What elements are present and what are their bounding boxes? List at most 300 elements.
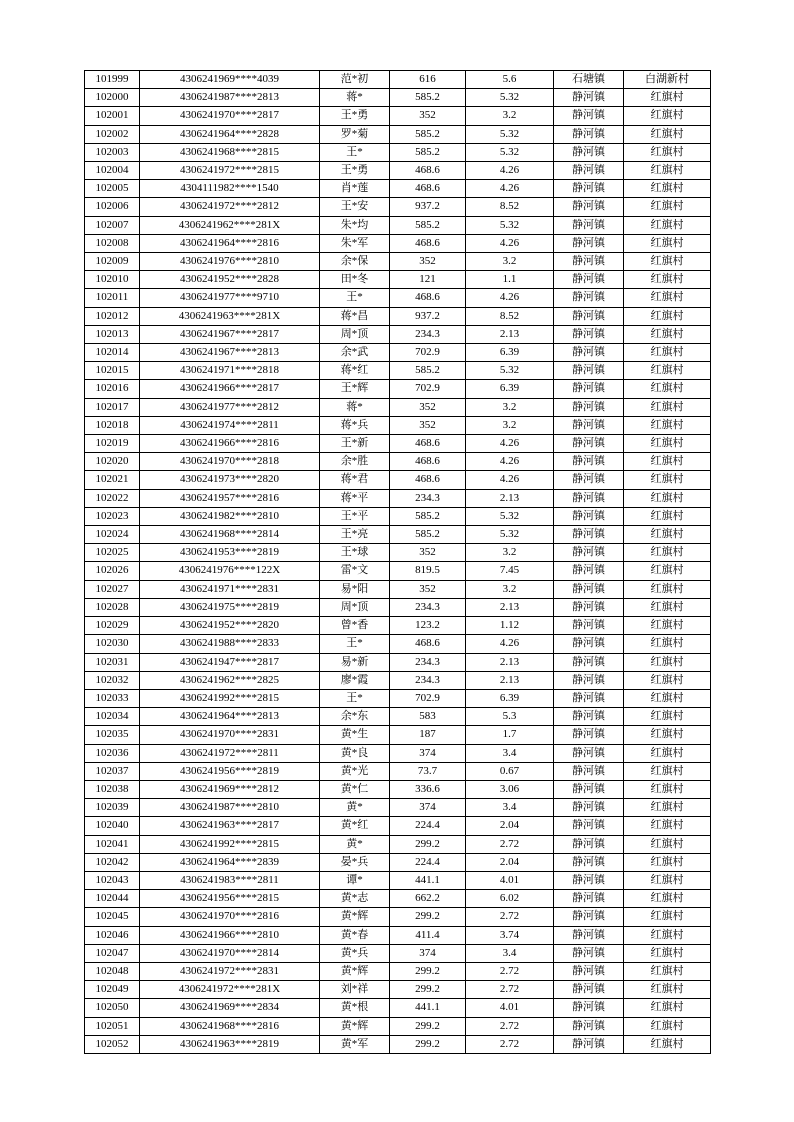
id-number-cell: 4306241962****281X <box>140 216 320 234</box>
row-index-cell: 102048 <box>85 962 140 980</box>
rate-cell: 5.32 <box>466 216 554 234</box>
row-index-cell: 102025 <box>85 544 140 562</box>
amount-cell: 299.2 <box>390 908 466 926</box>
name-cell: 余*武 <box>320 344 390 362</box>
id-number-cell: 4306241968****2814 <box>140 526 320 544</box>
id-number-cell: 4306241964****2813 <box>140 708 320 726</box>
village-cell: 红旗村 <box>624 344 711 362</box>
village-cell: 红旗村 <box>624 962 711 980</box>
village-cell: 红旗村 <box>624 671 711 689</box>
rate-cell: 3.2 <box>466 107 554 125</box>
row-index-cell: 102002 <box>85 125 140 143</box>
amount-cell: 468.6 <box>390 162 466 180</box>
id-number-cell: 4306241988****2833 <box>140 635 320 653</box>
table-row <box>85 416 711 434</box>
table-row <box>85 908 711 926</box>
town-cell: 静河镇 <box>554 908 624 926</box>
rate-cell: 3.06 <box>466 780 554 798</box>
table-row <box>85 780 711 798</box>
table-row <box>85 271 711 289</box>
amount-cell: 224.4 <box>390 853 466 871</box>
name-cell: 黄* <box>320 835 390 853</box>
name-cell: 周*顶 <box>320 325 390 343</box>
row-index-cell: 102012 <box>85 307 140 325</box>
amount-cell: 819.5 <box>390 562 466 580</box>
town-cell: 静河镇 <box>554 125 624 143</box>
table-row <box>85 671 711 689</box>
village-cell: 红旗村 <box>624 180 711 198</box>
amount-cell: 299.2 <box>390 981 466 999</box>
id-number-cell: 4306241977****9710 <box>140 289 320 307</box>
table-row <box>85 307 711 325</box>
table-row <box>85 526 711 544</box>
name-cell: 易*新 <box>320 653 390 671</box>
id-number-cell: 4306241957****2816 <box>140 489 320 507</box>
rate-cell: 3.2 <box>466 580 554 598</box>
rate-cell: 2.72 <box>466 1017 554 1035</box>
table-row <box>85 234 711 252</box>
rate-cell: 3.2 <box>466 544 554 562</box>
table-row <box>85 380 711 398</box>
village-cell: 红旗村 <box>624 708 711 726</box>
records-table <box>84 70 711 1054</box>
id-number-cell: 4304111982****1540 <box>140 180 320 198</box>
table-row <box>85 617 711 635</box>
row-index-cell: 102001 <box>85 107 140 125</box>
amount-cell: 374 <box>390 744 466 762</box>
records-table-body <box>85 71 711 1054</box>
amount-cell: 702.9 <box>390 689 466 707</box>
id-number-cell: 4306241947****2817 <box>140 653 320 671</box>
row-index-cell: 102046 <box>85 926 140 944</box>
town-cell: 静河镇 <box>554 435 624 453</box>
id-number-cell: 4306241970****2816 <box>140 908 320 926</box>
town-cell: 静河镇 <box>554 380 624 398</box>
row-index-cell: 102022 <box>85 489 140 507</box>
village-cell: 红旗村 <box>624 598 711 616</box>
row-index-cell: 102031 <box>85 653 140 671</box>
rate-cell: 2.13 <box>466 598 554 616</box>
amount-cell: 468.6 <box>390 453 466 471</box>
row-index-cell: 102049 <box>85 981 140 999</box>
table-row <box>85 143 711 161</box>
rate-cell: 1.7 <box>466 726 554 744</box>
amount-cell: 352 <box>390 416 466 434</box>
rate-cell: 2.13 <box>466 325 554 343</box>
village-cell: 红旗村 <box>624 817 711 835</box>
table-row <box>85 853 711 871</box>
town-cell: 静河镇 <box>554 107 624 125</box>
row-index-cell: 102003 <box>85 143 140 161</box>
town-cell: 静河镇 <box>554 362 624 380</box>
id-number-cell: 4306241972****2811 <box>140 744 320 762</box>
table-row <box>85 398 711 416</box>
town-cell: 静河镇 <box>554 325 624 343</box>
town-cell: 静河镇 <box>554 1017 624 1035</box>
village-cell: 红旗村 <box>624 580 711 598</box>
table-row <box>85 289 711 307</box>
amount-cell: 299.2 <box>390 835 466 853</box>
rate-cell: 5.6 <box>466 71 554 89</box>
village-cell: 红旗村 <box>624 835 711 853</box>
row-index-cell: 102037 <box>85 762 140 780</box>
table-row <box>85 489 711 507</box>
amount-cell: 441.1 <box>390 871 466 889</box>
name-cell: 曾*香 <box>320 617 390 635</box>
village-cell: 红旗村 <box>624 380 711 398</box>
row-index-cell: 102036 <box>85 744 140 762</box>
table-row <box>85 999 711 1017</box>
village-cell: 红旗村 <box>624 362 711 380</box>
id-number-cell: 4306241992****2815 <box>140 835 320 853</box>
amount-cell: 583 <box>390 708 466 726</box>
rate-cell: 3.2 <box>466 416 554 434</box>
town-cell: 静河镇 <box>554 416 624 434</box>
rate-cell: 5.32 <box>466 89 554 107</box>
town-cell: 静河镇 <box>554 708 624 726</box>
name-cell: 黄*军 <box>320 1035 390 1053</box>
row-index-cell: 102030 <box>85 635 140 653</box>
rate-cell: 3.4 <box>466 799 554 817</box>
rate-cell: 4.26 <box>466 453 554 471</box>
row-index-cell: 102033 <box>85 689 140 707</box>
name-cell: 余*胜 <box>320 453 390 471</box>
village-cell: 红旗村 <box>624 762 711 780</box>
id-number-cell: 4306241971****2831 <box>140 580 320 598</box>
name-cell: 王* <box>320 635 390 653</box>
village-cell: 红旗村 <box>624 271 711 289</box>
rate-cell: 4.26 <box>466 471 554 489</box>
amount-cell: 468.6 <box>390 289 466 307</box>
town-cell: 静河镇 <box>554 799 624 817</box>
id-number-cell: 4306241956****2819 <box>140 762 320 780</box>
village-cell: 红旗村 <box>624 653 711 671</box>
village-cell: 红旗村 <box>624 562 711 580</box>
town-cell: 静河镇 <box>554 962 624 980</box>
row-index-cell: 102044 <box>85 890 140 908</box>
rate-cell: 2.04 <box>466 853 554 871</box>
town-cell: 静河镇 <box>554 234 624 252</box>
town-cell: 静河镇 <box>554 162 624 180</box>
village-cell: 红旗村 <box>624 234 711 252</box>
name-cell: 王*平 <box>320 507 390 525</box>
rate-cell: 6.39 <box>466 689 554 707</box>
row-index-cell: 102004 <box>85 162 140 180</box>
id-number-cell: 4306241964****2839 <box>140 853 320 871</box>
row-index-cell: 102016 <box>85 380 140 398</box>
row-index-cell: 102052 <box>85 1035 140 1053</box>
id-number-cell: 4306241972****281X <box>140 981 320 999</box>
village-cell: 红旗村 <box>624 416 711 434</box>
rate-cell: 3.4 <box>466 744 554 762</box>
village-cell: 红旗村 <box>624 489 711 507</box>
town-cell: 静河镇 <box>554 289 624 307</box>
town-cell: 静河镇 <box>554 198 624 216</box>
rate-cell: 7.45 <box>466 562 554 580</box>
rate-cell: 4.26 <box>466 289 554 307</box>
town-cell: 静河镇 <box>554 89 624 107</box>
row-index-cell: 102050 <box>85 999 140 1017</box>
amount-cell: 299.2 <box>390 962 466 980</box>
id-number-cell: 4306241970****2831 <box>140 726 320 744</box>
town-cell: 静河镇 <box>554 726 624 744</box>
amount-cell: 73.7 <box>390 762 466 780</box>
rate-cell: 5.32 <box>466 526 554 544</box>
town-cell: 静河镇 <box>554 216 624 234</box>
name-cell: 王*球 <box>320 544 390 562</box>
amount-cell: 585.2 <box>390 143 466 161</box>
name-cell: 余*保 <box>320 253 390 271</box>
row-index-cell: 102045 <box>85 908 140 926</box>
village-cell: 白湖新村 <box>624 71 711 89</box>
name-cell: 黄*辉 <box>320 908 390 926</box>
id-number-cell: 4306241975****2819 <box>140 598 320 616</box>
rate-cell: 4.26 <box>466 435 554 453</box>
rate-cell: 2.13 <box>466 671 554 689</box>
row-index-cell: 102029 <box>85 617 140 635</box>
row-index-cell: 102007 <box>85 216 140 234</box>
village-cell: 红旗村 <box>624 799 711 817</box>
table-row <box>85 944 711 962</box>
rate-cell: 2.13 <box>466 653 554 671</box>
table-row <box>85 344 711 362</box>
village-cell: 红旗村 <box>624 289 711 307</box>
village-cell: 红旗村 <box>624 544 711 562</box>
row-index-cell: 102008 <box>85 234 140 252</box>
town-cell: 静河镇 <box>554 926 624 944</box>
table-row <box>85 107 711 125</box>
village-cell: 红旗村 <box>624 635 711 653</box>
row-index-cell: 101999 <box>85 71 140 89</box>
id-number-cell: 4306241972****2812 <box>140 198 320 216</box>
id-number-cell: 4306241982****2810 <box>140 507 320 525</box>
id-number-cell: 4306241976****122X <box>140 562 320 580</box>
id-number-cell: 4306241974****2811 <box>140 416 320 434</box>
village-cell: 红旗村 <box>624 143 711 161</box>
row-index-cell: 102043 <box>85 871 140 889</box>
table-row <box>85 198 711 216</box>
amount-cell: 585.2 <box>390 507 466 525</box>
town-cell: 静河镇 <box>554 562 624 580</box>
rate-cell: 5.32 <box>466 507 554 525</box>
amount-cell: 937.2 <box>390 198 466 216</box>
rate-cell: 6.39 <box>466 344 554 362</box>
amount-cell: 123.2 <box>390 617 466 635</box>
table-row <box>85 1017 711 1035</box>
row-index-cell: 102026 <box>85 562 140 580</box>
table-row <box>85 180 711 198</box>
rate-cell: 3.4 <box>466 944 554 962</box>
town-cell: 石塘镇 <box>554 71 624 89</box>
id-number-cell: 4306241967****2817 <box>140 325 320 343</box>
amount-cell: 352 <box>390 544 466 562</box>
id-number-cell: 4306241963****2819 <box>140 1035 320 1053</box>
name-cell: 刘*祥 <box>320 981 390 999</box>
name-cell: 蒋*红 <box>320 362 390 380</box>
town-cell: 静河镇 <box>554 453 624 471</box>
id-number-cell: 4306241962****2825 <box>140 671 320 689</box>
town-cell: 静河镇 <box>554 999 624 1017</box>
table-row <box>85 744 711 762</box>
table-row <box>85 544 711 562</box>
name-cell: 蒋*兵 <box>320 416 390 434</box>
name-cell: 王*安 <box>320 198 390 216</box>
village-cell: 红旗村 <box>624 162 711 180</box>
name-cell: 黄* <box>320 799 390 817</box>
amount-cell: 468.6 <box>390 435 466 453</box>
table-row <box>85 89 711 107</box>
rate-cell: 2.72 <box>466 962 554 980</box>
village-cell: 红旗村 <box>624 325 711 343</box>
id-number-cell: 4306241970****2814 <box>140 944 320 962</box>
amount-cell: 585.2 <box>390 89 466 107</box>
row-index-cell: 102040 <box>85 817 140 835</box>
row-index-cell: 102006 <box>85 198 140 216</box>
name-cell: 王* <box>320 143 390 161</box>
rate-cell: 5.32 <box>466 125 554 143</box>
row-index-cell: 102014 <box>85 344 140 362</box>
amount-cell: 937.2 <box>390 307 466 325</box>
id-number-cell: 4306241963****2817 <box>140 817 320 835</box>
name-cell: 王* <box>320 289 390 307</box>
amount-cell: 585.2 <box>390 362 466 380</box>
id-number-cell: 4306241972****2815 <box>140 162 320 180</box>
row-index-cell: 102021 <box>85 471 140 489</box>
village-cell: 红旗村 <box>624 526 711 544</box>
rate-cell: 2.72 <box>466 835 554 853</box>
amount-cell: 234.3 <box>390 598 466 616</box>
row-index-cell: 102051 <box>85 1017 140 1035</box>
name-cell: 朱*均 <box>320 216 390 234</box>
id-number-cell: 4306241953****2819 <box>140 544 320 562</box>
rate-cell: 3.2 <box>466 398 554 416</box>
amount-cell: 234.3 <box>390 671 466 689</box>
table-row <box>85 453 711 471</box>
amount-cell: 187 <box>390 726 466 744</box>
amount-cell: 468.6 <box>390 234 466 252</box>
name-cell: 雷*文 <box>320 562 390 580</box>
town-cell: 静河镇 <box>554 526 624 544</box>
table-row <box>85 507 711 525</box>
town-cell: 静河镇 <box>554 780 624 798</box>
amount-cell: 585.2 <box>390 216 466 234</box>
name-cell: 王* <box>320 689 390 707</box>
amount-cell: 585.2 <box>390 125 466 143</box>
name-cell: 黄*辉 <box>320 1017 390 1035</box>
name-cell: 黄*辉 <box>320 962 390 980</box>
name-cell: 廖*霞 <box>320 671 390 689</box>
rate-cell: 8.52 <box>466 198 554 216</box>
village-cell: 红旗村 <box>624 999 711 1017</box>
table-row <box>85 799 711 817</box>
town-cell: 静河镇 <box>554 817 624 835</box>
rate-cell: 1.12 <box>466 617 554 635</box>
row-index-cell: 102038 <box>85 780 140 798</box>
table-row <box>85 981 711 999</box>
rate-cell: 1.1 <box>466 271 554 289</box>
table-row <box>85 71 711 89</box>
table-row <box>85 962 711 980</box>
id-number-cell: 4306241971****2818 <box>140 362 320 380</box>
rate-cell: 6.02 <box>466 890 554 908</box>
village-cell: 红旗村 <box>624 890 711 908</box>
name-cell: 王*勇 <box>320 162 390 180</box>
town-cell: 静河镇 <box>554 890 624 908</box>
name-cell: 王*辉 <box>320 380 390 398</box>
rate-cell: 2.72 <box>466 1035 554 1053</box>
village-cell: 红旗村 <box>624 89 711 107</box>
id-number-cell: 4306241956****2815 <box>140 890 320 908</box>
row-index-cell: 102047 <box>85 944 140 962</box>
amount-cell: 234.3 <box>390 653 466 671</box>
row-index-cell: 102042 <box>85 853 140 871</box>
table-row <box>85 580 711 598</box>
name-cell: 黄*志 <box>320 890 390 908</box>
town-cell: 静河镇 <box>554 180 624 198</box>
town-cell: 静河镇 <box>554 507 624 525</box>
name-cell: 蒋* <box>320 398 390 416</box>
id-number-cell: 4306241969****4039 <box>140 71 320 89</box>
row-index-cell: 102024 <box>85 526 140 544</box>
row-index-cell: 102027 <box>85 580 140 598</box>
amount-cell: 468.6 <box>390 180 466 198</box>
town-cell: 静河镇 <box>554 598 624 616</box>
rate-cell: 4.26 <box>466 180 554 198</box>
rate-cell: 2.72 <box>466 908 554 926</box>
name-cell: 晏*兵 <box>320 853 390 871</box>
name-cell: 王*亮 <box>320 526 390 544</box>
row-index-cell: 102000 <box>85 89 140 107</box>
table-row <box>85 471 711 489</box>
town-cell: 静河镇 <box>554 1035 624 1053</box>
amount-cell: 224.4 <box>390 817 466 835</box>
village-cell: 红旗村 <box>624 871 711 889</box>
name-cell: 黄*兵 <box>320 944 390 962</box>
amount-cell: 411.4 <box>390 926 466 944</box>
amount-cell: 616 <box>390 71 466 89</box>
table-row <box>85 598 711 616</box>
amount-cell: 374 <box>390 799 466 817</box>
town-cell: 静河镇 <box>554 253 624 271</box>
table-row <box>85 216 711 234</box>
table-row <box>85 708 711 726</box>
town-cell: 静河镇 <box>554 871 624 889</box>
name-cell: 黄*红 <box>320 817 390 835</box>
name-cell: 田*冬 <box>320 271 390 289</box>
id-number-cell: 4306241972****2831 <box>140 962 320 980</box>
name-cell: 蒋*平 <box>320 489 390 507</box>
row-index-cell: 102005 <box>85 180 140 198</box>
village-cell: 红旗村 <box>624 926 711 944</box>
rate-cell: 4.01 <box>466 999 554 1017</box>
name-cell: 范*初 <box>320 71 390 89</box>
id-number-cell: 4306241977****2812 <box>140 398 320 416</box>
table-row <box>85 726 711 744</box>
village-cell: 红旗村 <box>624 107 711 125</box>
town-cell: 静河镇 <box>554 853 624 871</box>
village-cell: 红旗村 <box>624 1035 711 1053</box>
village-cell: 红旗村 <box>624 471 711 489</box>
table-row <box>85 253 711 271</box>
village-cell: 红旗村 <box>624 853 711 871</box>
village-cell: 红旗村 <box>624 198 711 216</box>
id-number-cell: 4306241952****2820 <box>140 617 320 635</box>
village-cell: 红旗村 <box>624 507 711 525</box>
amount-cell: 121 <box>390 271 466 289</box>
amount-cell: 702.9 <box>390 380 466 398</box>
rate-cell: 4.01 <box>466 871 554 889</box>
village-cell: 红旗村 <box>624 780 711 798</box>
